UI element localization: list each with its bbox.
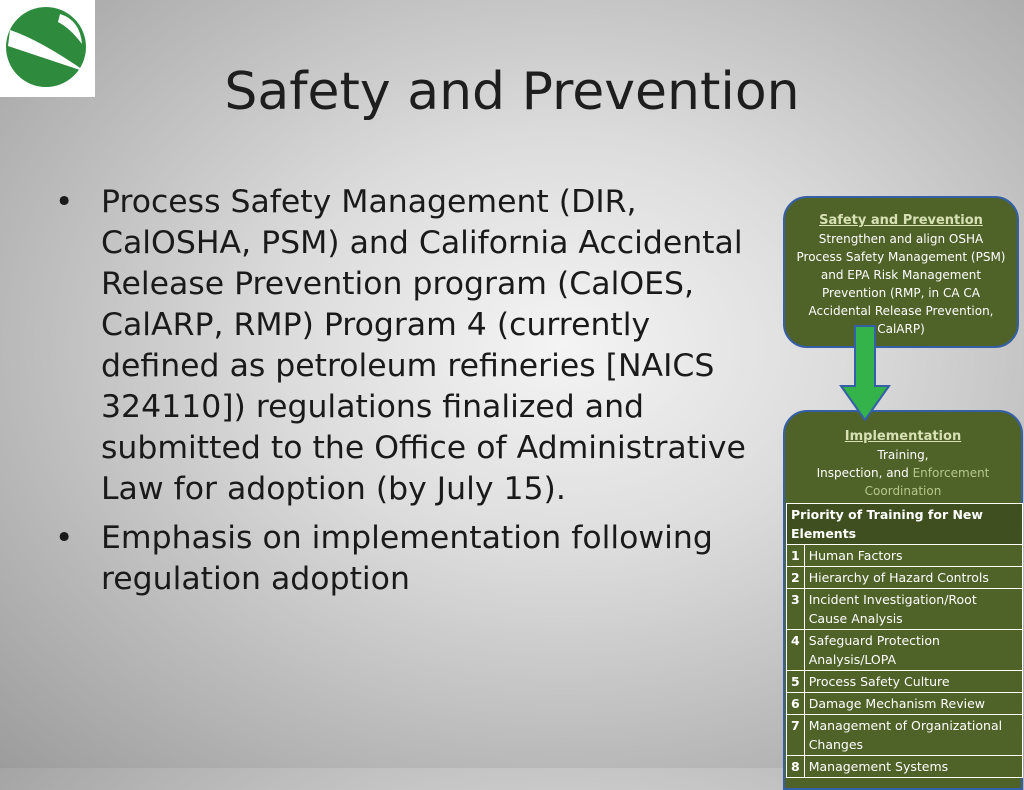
row-number: 3 [787,589,805,630]
bullet-list [55,182,775,608]
implementation-line1: Training, [877,448,929,462]
row-number: 2 [787,567,805,589]
priority-table [786,503,1023,778]
row-number: 8 [787,756,805,778]
row-label: Management of Organizational Changes [804,715,1022,756]
row-number: 7 [787,715,805,756]
row-label: Human Factors [804,545,1022,567]
page-title: Safety and Prevention [224,62,800,122]
row-label: Safeguard Protection Analysis/LOPA [804,630,1022,671]
implementation-line2-b: Enforcement [912,466,990,480]
bullet-text: Process Safety Management (DIR, CalOSHA, PSM) and California Accidental Release Prevention program (CalOES, CalARP, RMP) Program 4 (currently defined as petroleum refineries [NAICS 324110]) regulations finalized and submitted to the Office of Administrative Law for adoption (by July 15). [101,184,746,507]
implementation-line2 [785,464,1021,482]
row-label: Management Systems [804,756,1022,778]
safety-prevention-body: Strengthen and align OSHA Process Safety Management (PSM) and EPA Risk Management Prevention (RMP, in CA CA Accidental Release Prevention, CalARP) [796,232,1006,336]
bullet-glyph: • [55,520,74,556]
row-label: Hierarchy of Hazard Controls [804,567,1022,589]
table-row [787,630,1023,671]
implementation-line3: Coordination [864,484,942,498]
table-row [787,589,1023,630]
implementation-line2-a: Inspection, and [816,466,913,480]
table-row [787,671,1023,693]
bullet-item [55,518,775,600]
safety-prevention-box [783,196,1019,348]
table-row [787,567,1023,589]
safety-prevention-heading: Safety and Prevention [819,213,983,228]
priority-table-header: Priority of Training for New Elements [787,504,1023,545]
bullet-item [55,182,775,510]
table-row [787,545,1023,567]
priority-table-header-row [787,504,1023,545]
down-arrow-icon [839,324,891,424]
bullet-text: Emphasis on implementation following regulation adoption [101,520,713,597]
row-number: 5 [787,671,805,693]
row-number: 6 [787,693,805,715]
bullet-glyph: • [55,184,74,220]
row-number: 4 [787,630,805,671]
table-row [787,756,1023,778]
table-row [787,693,1023,715]
row-label: Incident Investigation/Root Cause Analysis [804,589,1022,630]
implementation-heading: Implementation [844,429,962,444]
table-row [787,715,1023,756]
row-number: 1 [787,545,805,567]
row-label: Process Safety Culture [804,671,1022,693]
row-label: Damage Mechanism Review [804,693,1022,715]
